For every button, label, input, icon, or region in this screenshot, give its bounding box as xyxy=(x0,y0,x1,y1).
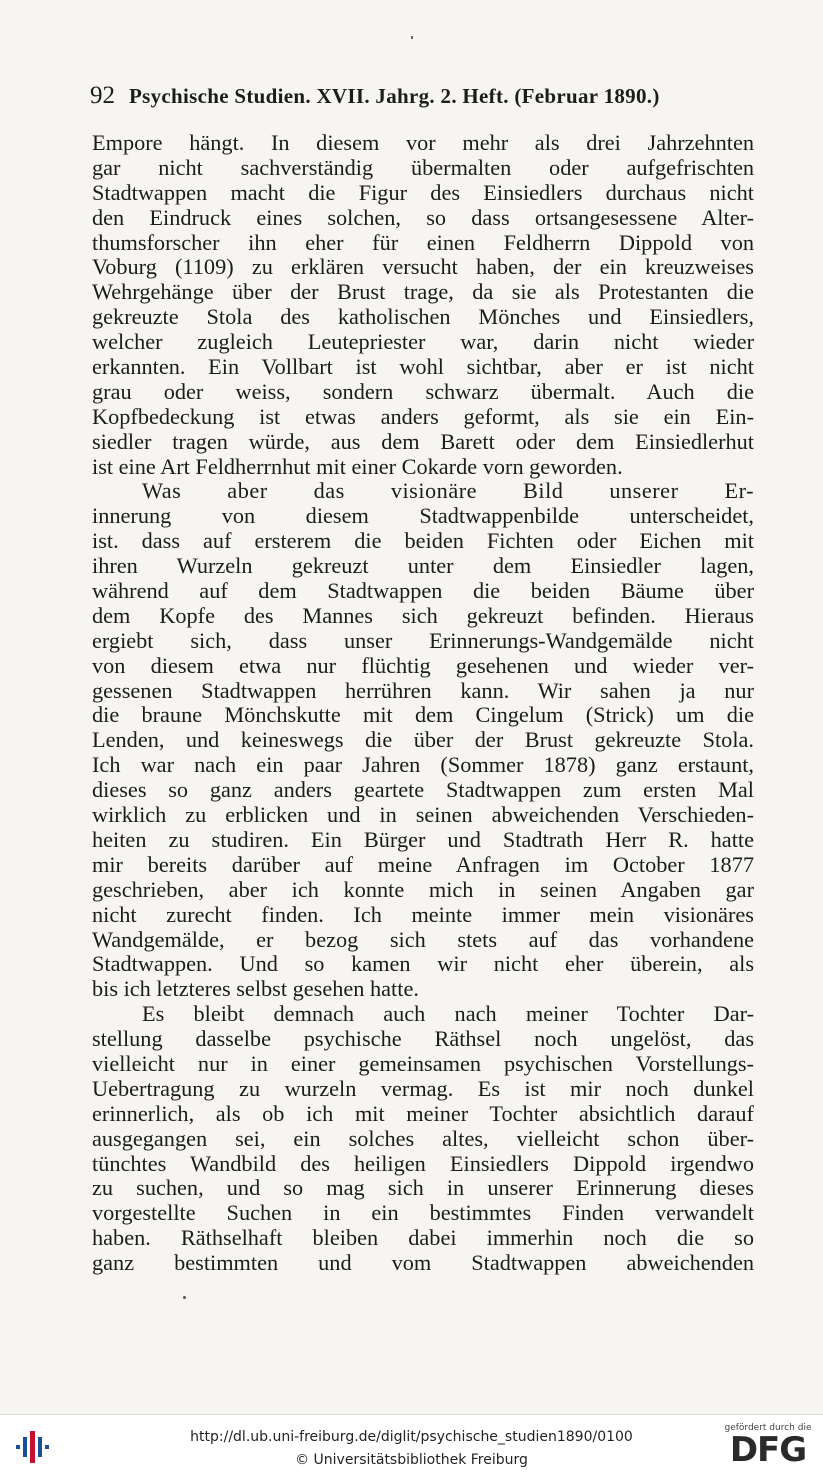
text-line: grau oder weiss, sondern schwarz übermalt. Auch die xyxy=(92,378,754,404)
text-line: ist eine Art Feldherrnhut mit einer Cokarde vorn geworden. xyxy=(92,453,623,479)
running-title: Psychische Studien. XVII. Jahrg. 2. Heft. (Februar 1890.) xyxy=(129,84,660,108)
text-line: vorgestellte Suchen in ein bestimmtes Finden verwandelt xyxy=(92,1200,754,1226)
text-line: vielleicht nur in einer gemeinsamen psychischen Vorstellungs- xyxy=(92,1050,754,1076)
text-line: ist. dass auf ersterem die beiden Fichten oder Eichen mit xyxy=(92,528,754,554)
text-line: dieses so ganz anders geartete Stadtwappen zum ersten Mal xyxy=(92,777,754,803)
text-line: bis ich letzteres selbst gesehen hatte. xyxy=(92,976,419,1002)
text-line: Was aber das visionäre Bild unserer Er- xyxy=(142,478,754,504)
text-line: thumsforscher ihn eher für einen Feldherrn Dippold von xyxy=(92,229,754,255)
text-line: Wehrgehänge über der Brust trage, da sie als Protestanten die xyxy=(92,279,754,305)
text-line: Uebertragung zu wurzeln vermag. Es ist mir noch dunkel xyxy=(92,1075,754,1101)
text-line: zu suchen, und so mag sich in unserer Erinnerung dieses xyxy=(92,1175,754,1201)
text-line: stellung dasselbe psychische Räthsel noch ungelöst, das xyxy=(92,1026,754,1052)
dfg-sponsor-logo xyxy=(723,1423,813,1471)
text-line: Es bleibt demnach auch nach meiner Tochter Dar- xyxy=(142,1001,754,1027)
text-line: gekreuzte Stola des katholischen Mönches und Einsiedlers, xyxy=(92,304,754,330)
page-number: 92 xyxy=(90,82,115,109)
permalink-url[interactable]: http://dl.ub.uni-freiburg.de/diglit/psychische_studien1890/0100 xyxy=(190,1429,633,1445)
ink-speck xyxy=(183,1296,186,1299)
text-line: Kopfbedeckung ist etwas anders geformt, als sie ein Ein- xyxy=(92,403,754,429)
text-line: ihren Wurzeln gekreuzt unter dem Einsiedler lagen, xyxy=(92,553,754,579)
text-line: geschrieben, aber ich konnte mich in seinen Angaben gar xyxy=(92,876,754,902)
text-line: Stadtwappen macht die Figur des Einsiedlers durchaus nicht xyxy=(92,179,754,205)
text-line: Voburg (1109) zu erklären versucht haben, der ein kreuzweises xyxy=(92,254,754,280)
text-line: Ich war nach ein paar Jahren (Sommer 1878) ganz erstaunt, xyxy=(92,752,754,778)
ink-speck xyxy=(411,36,413,39)
text-line: innerung von diesem Stadtwappenbilde unterscheidet, xyxy=(92,503,754,529)
text-line: Empore hängt. In diesem vor mehr als drei Jahrzehnten xyxy=(92,130,754,155)
text-line: von diesem etwa nur flüchtig gesehenen und wieder ver- xyxy=(92,652,754,678)
text-line: Wandgemälde, er bezog sich stets auf das vorhandene xyxy=(92,926,754,952)
text-line: ergiebt sich, dass unser Erinnerungs-Wandgemälde nicht xyxy=(92,627,754,653)
text-line: wirklich zu erblicken und in seinen abweichenden Verschieden- xyxy=(92,802,754,828)
body-text xyxy=(92,131,754,1276)
copyright-notice: © Universitätsbibliothek Freiburg xyxy=(295,1452,528,1468)
text-line: erinnerlich, als ob ich mit meiner Tochter absichtlich darauf xyxy=(92,1100,754,1126)
text-line: haben. Räthselhaft bleiben dabei immerhin noch die so xyxy=(92,1225,754,1251)
text-line: Lenden, und keineswegs die über der Brust gekreuzte Stola. xyxy=(92,727,754,753)
viewer-footer xyxy=(0,1414,823,1475)
text-line: tünchtes Wandbild des heiligen Einsiedlers Dippold irgendwo xyxy=(92,1150,754,1176)
text-line: nicht zurecht finden. Ich meinte immer mein visionäres xyxy=(92,901,754,927)
text-line: mir bereits darüber auf meine Anfragen im October 1877 xyxy=(92,851,754,877)
text-line: während auf dem Stadtwappen die beiden Bäume über xyxy=(92,578,754,604)
sponsor-caption: gefördert durch die xyxy=(724,1423,812,1433)
dfg-logo-text: DFG xyxy=(729,1430,807,1470)
text-line: siedler tragen würde, aus dem Barett oder dem Einsiedlerhut xyxy=(92,428,754,454)
running-head xyxy=(90,82,730,112)
text-line: gar nicht sachverständig übermalten oder aufgefrischten xyxy=(92,154,754,180)
text-line: die braune Mönchskutte mit dem Cingelum (Strick) um die xyxy=(92,702,754,728)
text-line: gessenen Stadtwappen herrühren kann. Wir sahen ja nur xyxy=(92,677,754,703)
text-line: heiten zu studiren. Ein Bürger und Stadtrath Herr R. hatte xyxy=(92,826,754,852)
text-line: welcher zugleich Leutepriester war, darin nicht wieder xyxy=(92,329,754,355)
text-line: Stadtwappen. Und so kamen wir nicht eher überein, als xyxy=(92,951,754,977)
text-line: ausgegangen sei, ein solches altes, vielleicht schon über- xyxy=(92,1125,754,1151)
text-line: ganz bestimmten und vom Stadtwappen abweichenden xyxy=(92,1250,754,1276)
text-line: erkannten. Ein Vollbart ist wohl sichtbar, aber er ist nicht xyxy=(92,354,754,380)
text-line: dem Kopfe des Mannes sich gekreuzt befinden. Hieraus xyxy=(92,602,754,628)
text-line: den Eindruck eines solchen, so dass ortsangesessene Alter- xyxy=(92,204,754,230)
